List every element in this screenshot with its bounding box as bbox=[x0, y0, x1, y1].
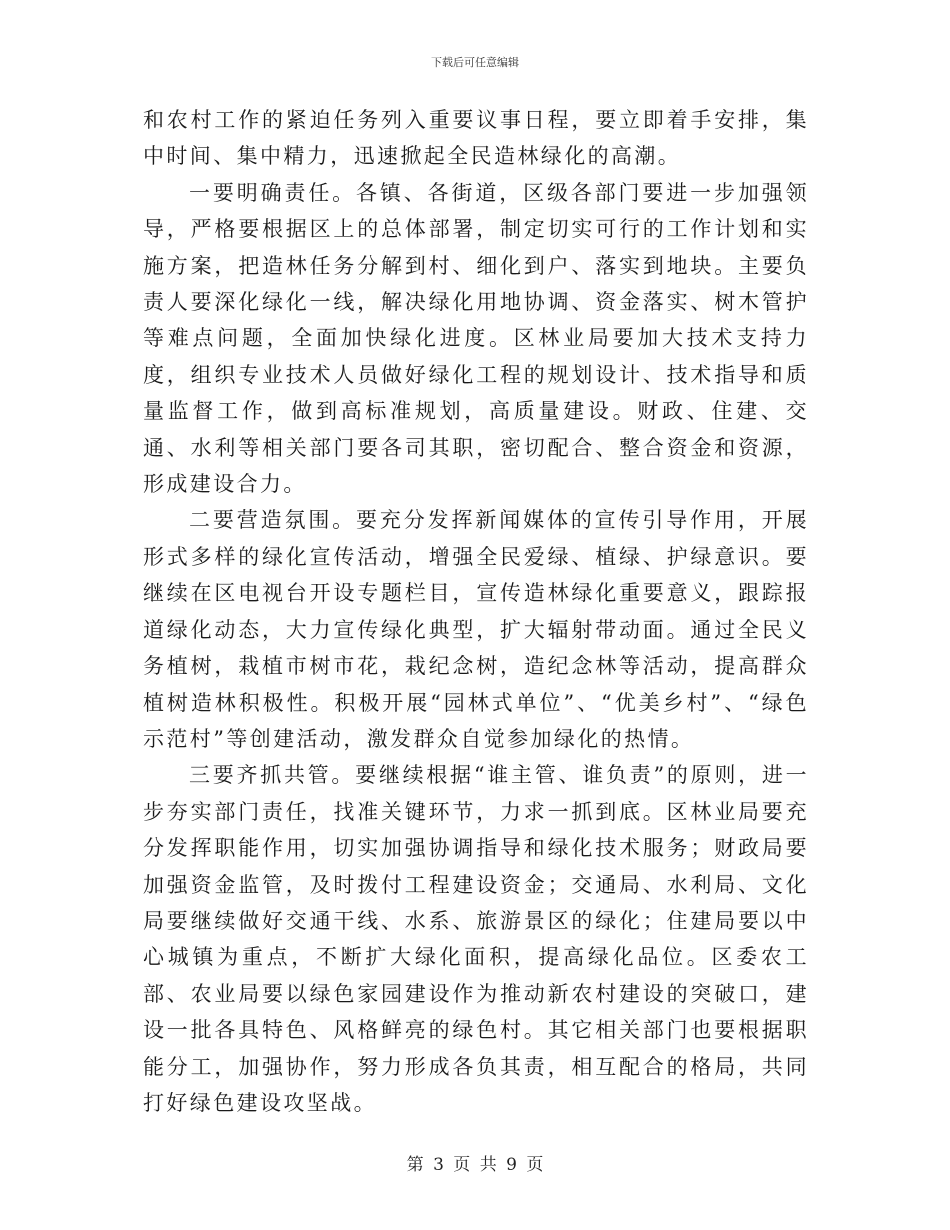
document-body bbox=[143, 102, 809, 1121]
paragraph-create-atmosphere: 二要营造氛围。要充分发挥新闻媒体的宣传引导作用，开展形式多样的绿化宣传活动，增强全民爱绿、植绿、护绿意识。要继续在区电视台开设专题栏目，宣传造林绿化重要意义，跟踪报道绿化动态，大力宣传绿化典型，扩大辐射带动面。通过全民义务植树，栽植市树市花，栽纪念树，造纪念林等活动，提高群众植树造林积极性。积极开展“园林式单位”、“优美乡村”、“绿色示范村”等创建活动，激发群众自觉参加绿化的热情。 bbox=[143, 508, 809, 751]
page-number-footer: 第 3 页 共 9 页 bbox=[406, 1155, 544, 1175]
page-header-note: 下载后可任意编辑 bbox=[431, 56, 519, 69]
paragraph-joint-management: 三要齐抓共管。要继续根据“谁主管、谁负责”的原则，进一步夯实部门责任，找准关键环节，力求一抓到底。区林业局要充分发挥职能作用，切实加强协调指导和绿化技术服务；财政局要加强资金监管，及时拨付工程建设资金；交通局、水利局、文化局要继续做好交通干线、水系、旅游景区的绿化；住建局要以中心城镇为重点，不断扩大绿化面积，提高绿化品位。区委农工部、农业局要以绿色家园建设作为推动新农村建设的突破口，建设一批各具特色、风格鲜亮的绿色村。其它相关部门也要根据职能分工，加强协作，努力形成各负其责，相互配合的格局，共同打好绿色建设攻坚战。 bbox=[143, 763, 809, 1115]
paragraph-continuation: 和农村工作的紧迫任务列入重要议事日程，要立即着手安排，集中时间、集中精力，迅速掀起全民造林绿化的高潮。 bbox=[143, 108, 809, 169]
paragraph-clarify-responsibility: 一要明确责任。各镇、各街道，区级各部门要进一步加强领导，严格要根据区上的总体部署，制定切实可行的工作计划和实施方案，把造林任务分解到村、细化到户、落实到地块。主要负责人要深化绿化一线，解决绿化用地协调、资金落实、树木管护等难点问题，全面加快绿化进度。区林业局要加大技术支持力度，组织专业技术人员做好绿化工程的规划设计、技术指导和质量监督工作，做到高标准规划，高质量建设。财政、住建、交通、水利等相关部门要各司其职，密切配合、整合资金和资源，形成建设合力。 bbox=[143, 180, 809, 497]
